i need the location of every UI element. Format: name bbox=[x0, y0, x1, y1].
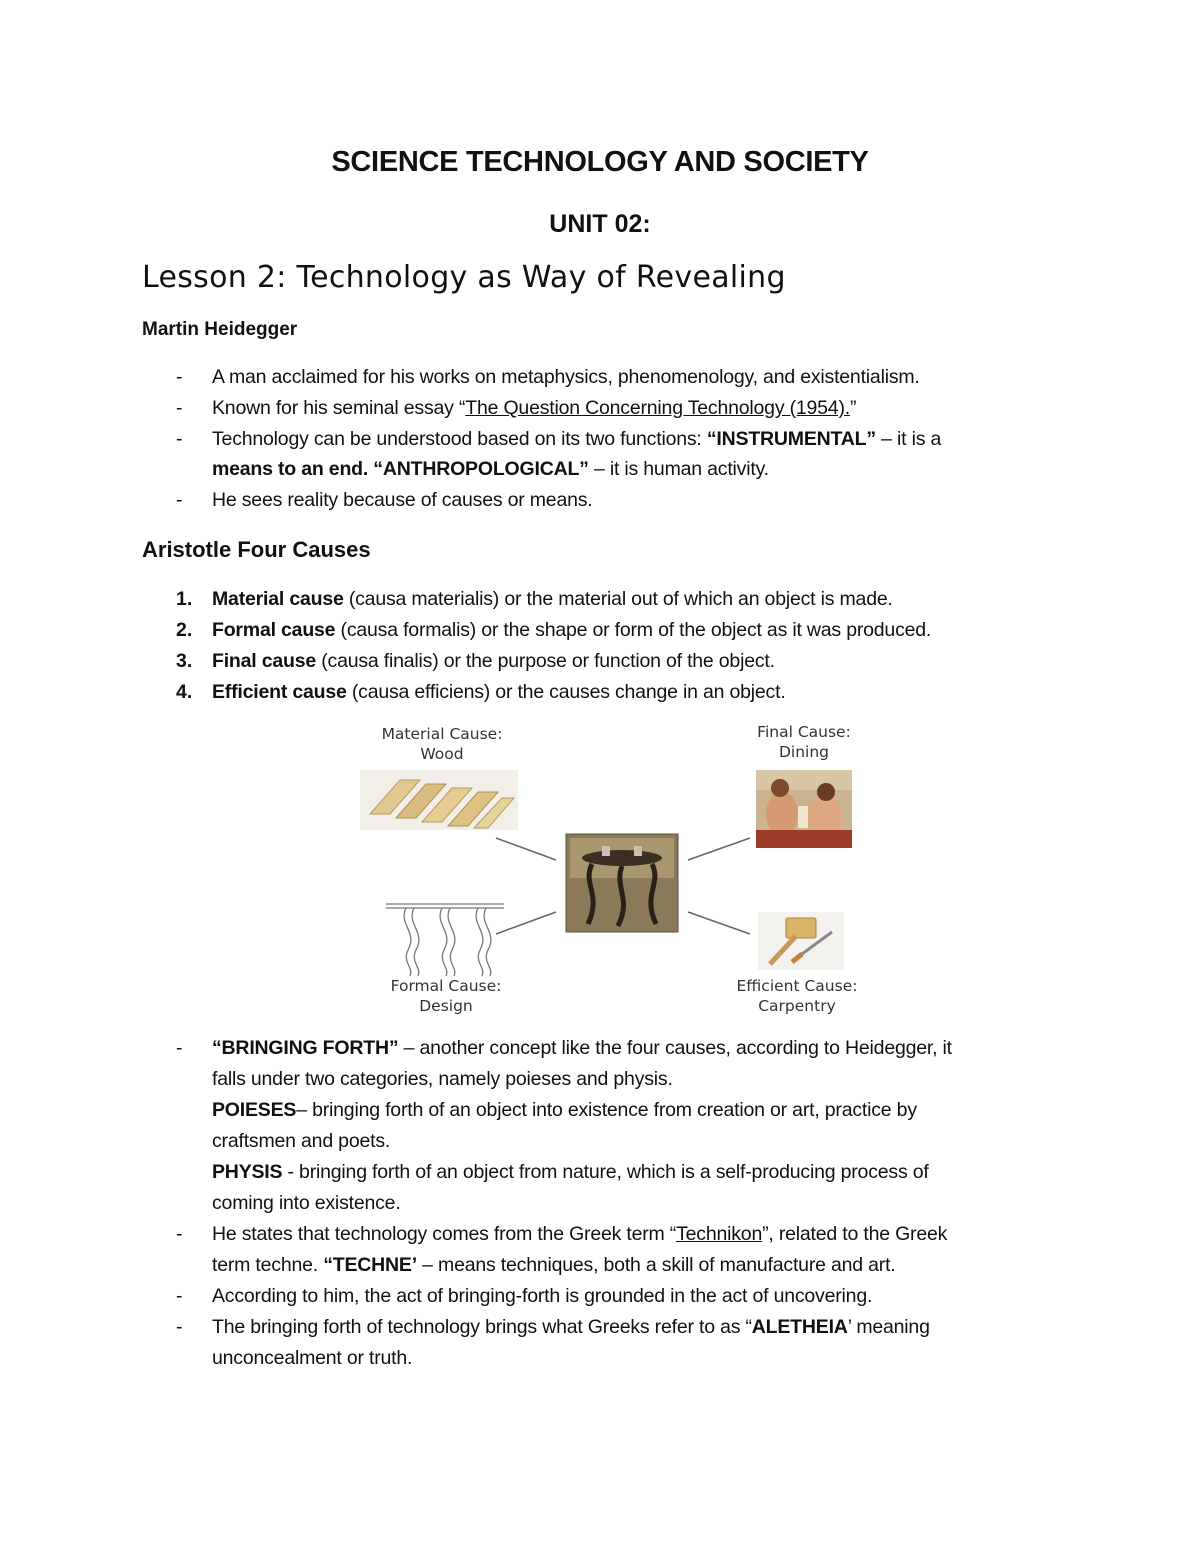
bold-term: POIESES bbox=[212, 1099, 297, 1121]
caption-line: Carpentry bbox=[758, 997, 836, 1015]
bold-term: ALETHEIA bbox=[751, 1316, 848, 1338]
bullet-dash: - bbox=[176, 489, 183, 511]
list-number: 1. bbox=[176, 588, 193, 610]
bullet-item-continued: craftsmen and poets. bbox=[212, 1130, 391, 1152]
bullet-text: Technology can be understood based on its two functions: bbox=[212, 428, 707, 450]
lesson-heading: Lesson 2: Technology as Way of Revealing bbox=[142, 260, 786, 295]
bullet-item bbox=[212, 428, 941, 451]
bullet-item: A man acclaimed for his works on metaphysics, phenomenology, and existentialism. bbox=[212, 366, 920, 388]
cause-desc: (causa finalis) or the purpose or function of the object. bbox=[316, 650, 775, 672]
bullet-dash: - bbox=[176, 1037, 183, 1059]
list-number: 4. bbox=[176, 681, 193, 703]
cause-name: Material cause bbox=[212, 588, 344, 610]
caption-line: Material Cause: bbox=[381, 725, 503, 743]
material-cause-label bbox=[356, 724, 528, 764]
caption-line: Efficient Cause: bbox=[736, 977, 858, 995]
cause-item bbox=[212, 650, 775, 673]
list-number: 3. bbox=[176, 650, 193, 672]
bullet-dash: - bbox=[176, 1285, 183, 1307]
cause-desc: (causa efficiens) or the causes change in an object. bbox=[346, 681, 786, 703]
cause-name: Formal cause bbox=[212, 619, 336, 641]
cause-desc: (causa formalis) or the shape or form of the object as it was produced. bbox=[335, 619, 932, 641]
bullet-text: ’ meaning bbox=[847, 1316, 930, 1338]
four-causes-diagram bbox=[356, 718, 886, 1028]
bullet-item bbox=[212, 397, 856, 420]
final-cause-label bbox=[726, 722, 882, 762]
bullet-item: According to him, the act of bringing-forth is grounded in the act of uncovering. bbox=[212, 1285, 873, 1307]
cause-item bbox=[212, 681, 786, 704]
bullet-text: The bringing forth of technology brings what Greeks refer to as “ bbox=[212, 1316, 752, 1338]
bullet-item: He sees reality because of causes or means. bbox=[212, 489, 593, 511]
bullet-item-continued bbox=[212, 1254, 896, 1277]
bullet-item-continued: coming into existence. bbox=[212, 1192, 401, 1214]
connector-line bbox=[496, 838, 556, 860]
cause-desc: (causa materialis) or the material out of which an object is made. bbox=[343, 588, 893, 610]
cause-name: Efficient cause bbox=[212, 681, 347, 703]
bullet-text: – bringing forth of an object into existence from creation or art, practice by bbox=[296, 1099, 917, 1121]
caption-line: Wood bbox=[420, 745, 464, 763]
table-fresco-image bbox=[566, 834, 678, 932]
bullet-text: He states that technology comes from the Greek term “ bbox=[212, 1223, 677, 1245]
technikon-term: Technikon bbox=[676, 1223, 763, 1245]
bullet-text: – it is a bbox=[875, 428, 942, 450]
caption-line: Formal Cause: bbox=[390, 977, 502, 995]
bullet-text: – another concept like the four causes, according to Heidegger, it bbox=[398, 1037, 952, 1059]
bold-term: “BRINGING FORTH” bbox=[212, 1037, 399, 1059]
bullet-item-continued: unconcealment or truth. bbox=[212, 1347, 413, 1369]
bullet-item bbox=[212, 1037, 952, 1060]
formal-cause-label bbox=[356, 976, 536, 1016]
dining-fresco-image bbox=[756, 770, 852, 848]
bullet-item-continued bbox=[212, 458, 769, 481]
connector-line bbox=[688, 912, 750, 934]
bullet-item-continued bbox=[212, 1099, 917, 1122]
bold-term: means to an end. “ANTHROPOLOGICAL” bbox=[212, 458, 589, 480]
cause-item bbox=[212, 588, 893, 611]
bullet-dash: - bbox=[176, 428, 183, 450]
bullet-text: - bringing forth of an object from nature, which is a self-producing process of bbox=[282, 1161, 929, 1183]
bullet-text: ” bbox=[849, 397, 857, 419]
bullet-item-continued: falls under two categories, namely poieses and physis. bbox=[212, 1068, 673, 1090]
unit-heading: UNIT 02: bbox=[549, 210, 651, 238]
essay-title-link: The Question Concerning Technology (1954). bbox=[465, 397, 850, 419]
bullet-item-continued bbox=[212, 1161, 929, 1184]
causes-heading: Aristotle Four Causes bbox=[142, 537, 371, 562]
bullet-dash: - bbox=[176, 366, 183, 388]
wood-planks-image bbox=[360, 770, 518, 830]
bullet-dash: - bbox=[176, 397, 183, 419]
bullet-item bbox=[212, 1223, 947, 1246]
cause-item bbox=[212, 619, 931, 642]
bullet-text: Known for his seminal essay “ bbox=[212, 397, 466, 419]
bullet-item bbox=[212, 1316, 930, 1339]
bullet-dash: - bbox=[176, 1316, 183, 1338]
document-title: SCIENCE TECHNOLOGY AND SOCIETY bbox=[331, 146, 869, 178]
caption-line: Dining bbox=[778, 743, 830, 761]
cause-name: Final cause bbox=[212, 650, 317, 672]
bullet-text: – means techniques, both a skill of manufacture and art. bbox=[416, 1254, 896, 1276]
efficient-cause-label bbox=[712, 976, 882, 1016]
connector-line bbox=[496, 912, 556, 934]
connector-line bbox=[688, 838, 750, 860]
bold-term: “INSTRUMENTAL” bbox=[706, 428, 876, 450]
caption-line: Final Cause: bbox=[757, 723, 851, 741]
carpentry-tools-image bbox=[758, 912, 844, 970]
bold-term: PHYSIS bbox=[212, 1161, 283, 1183]
table-design-sketch-image bbox=[386, 904, 504, 976]
author-heading: Martin Heidegger bbox=[142, 319, 298, 340]
caption-line: Design bbox=[419, 997, 473, 1015]
bold-term: “TECHNE’ bbox=[323, 1254, 417, 1276]
bullet-text: term techne. bbox=[212, 1254, 324, 1276]
bullet-dash: - bbox=[176, 1223, 183, 1245]
bullet-text: ”, related to the Greek bbox=[762, 1223, 948, 1245]
list-number: 2. bbox=[176, 619, 193, 641]
bullet-text: – it is human activity. bbox=[588, 458, 769, 480]
